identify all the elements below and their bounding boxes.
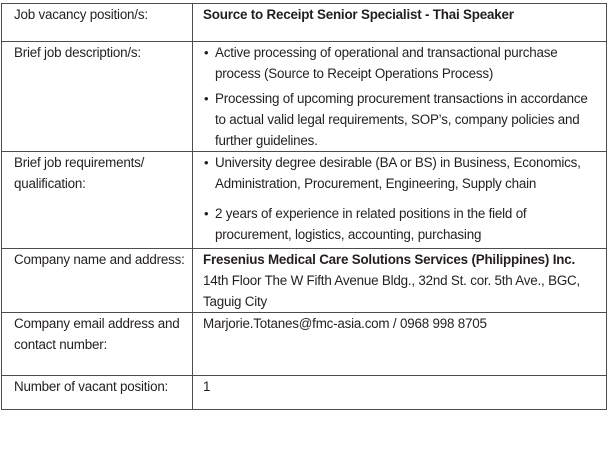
position-value: Source to Receipt Senior Specialist - Thai Speaker bbox=[193, 4, 607, 42]
requirements-label: Brief job requirements/ qualification: bbox=[2, 152, 193, 249]
vacancies-value: 1 bbox=[193, 376, 607, 410]
bullet-icon: • bbox=[204, 206, 209, 221]
position-label: Job vacancy position/s: bbox=[2, 4, 193, 42]
contact-value: Marjorie.Totanes@fmc-asia.com / 0968 998 8705 bbox=[193, 313, 607, 376]
list-item bbox=[203, 152, 598, 194]
table-row-requirements bbox=[2, 152, 607, 249]
bullet-icon: • bbox=[204, 91, 209, 106]
description-value bbox=[193, 42, 607, 152]
description-list bbox=[203, 42, 598, 151]
list-item bbox=[203, 203, 598, 245]
requirements-item-1: University degree desirable (BA or BS) in Business, Economics, Administration, Procurement, Engineering, Supply chain bbox=[215, 155, 581, 191]
bullet-icon: • bbox=[204, 45, 209, 60]
job-vacancy-document bbox=[0, 3, 609, 476]
table-row-contact bbox=[2, 313, 607, 376]
list-item bbox=[203, 42, 598, 84]
company-label: Company name and address: bbox=[2, 249, 193, 313]
list-item bbox=[203, 88, 598, 151]
description-item-1: Active processing of operational and transactional purchase process (Source to Receipt Operations Process) bbox=[215, 45, 558, 81]
bullet-icon: • bbox=[204, 155, 209, 170]
company-name: Fresenius Medical Care Solutions Services (Philippines) Inc. bbox=[203, 252, 575, 267]
table-row-description bbox=[2, 42, 607, 152]
table-row-position bbox=[2, 4, 607, 42]
description-label: Brief job description/s: bbox=[2, 42, 193, 152]
company-value bbox=[193, 249, 607, 313]
table-row-company bbox=[2, 249, 607, 313]
requirements-value bbox=[193, 152, 607, 249]
job-vacancy-table bbox=[1, 3, 607, 410]
requirements-item-2: 2 years of experience in related positions in the field of procurement, logistics, accounting, purchasing bbox=[215, 206, 527, 242]
table-row-vacancies bbox=[2, 376, 607, 410]
contact-label: Company email address and contact number: bbox=[2, 313, 193, 376]
requirements-list bbox=[203, 152, 598, 245]
vacancies-label: Number of vacant position: bbox=[2, 376, 193, 410]
company-address: 14th Floor The W Fifth Avenue Bldg., 32nd St. cor. 5th Ave., BGC, Taguig City bbox=[203, 273, 581, 309]
description-item-2: Processing of upcoming procurement transactions in accordance to actual valid legal requirements, SOP’s, company policies and further guidelines. bbox=[215, 91, 588, 148]
